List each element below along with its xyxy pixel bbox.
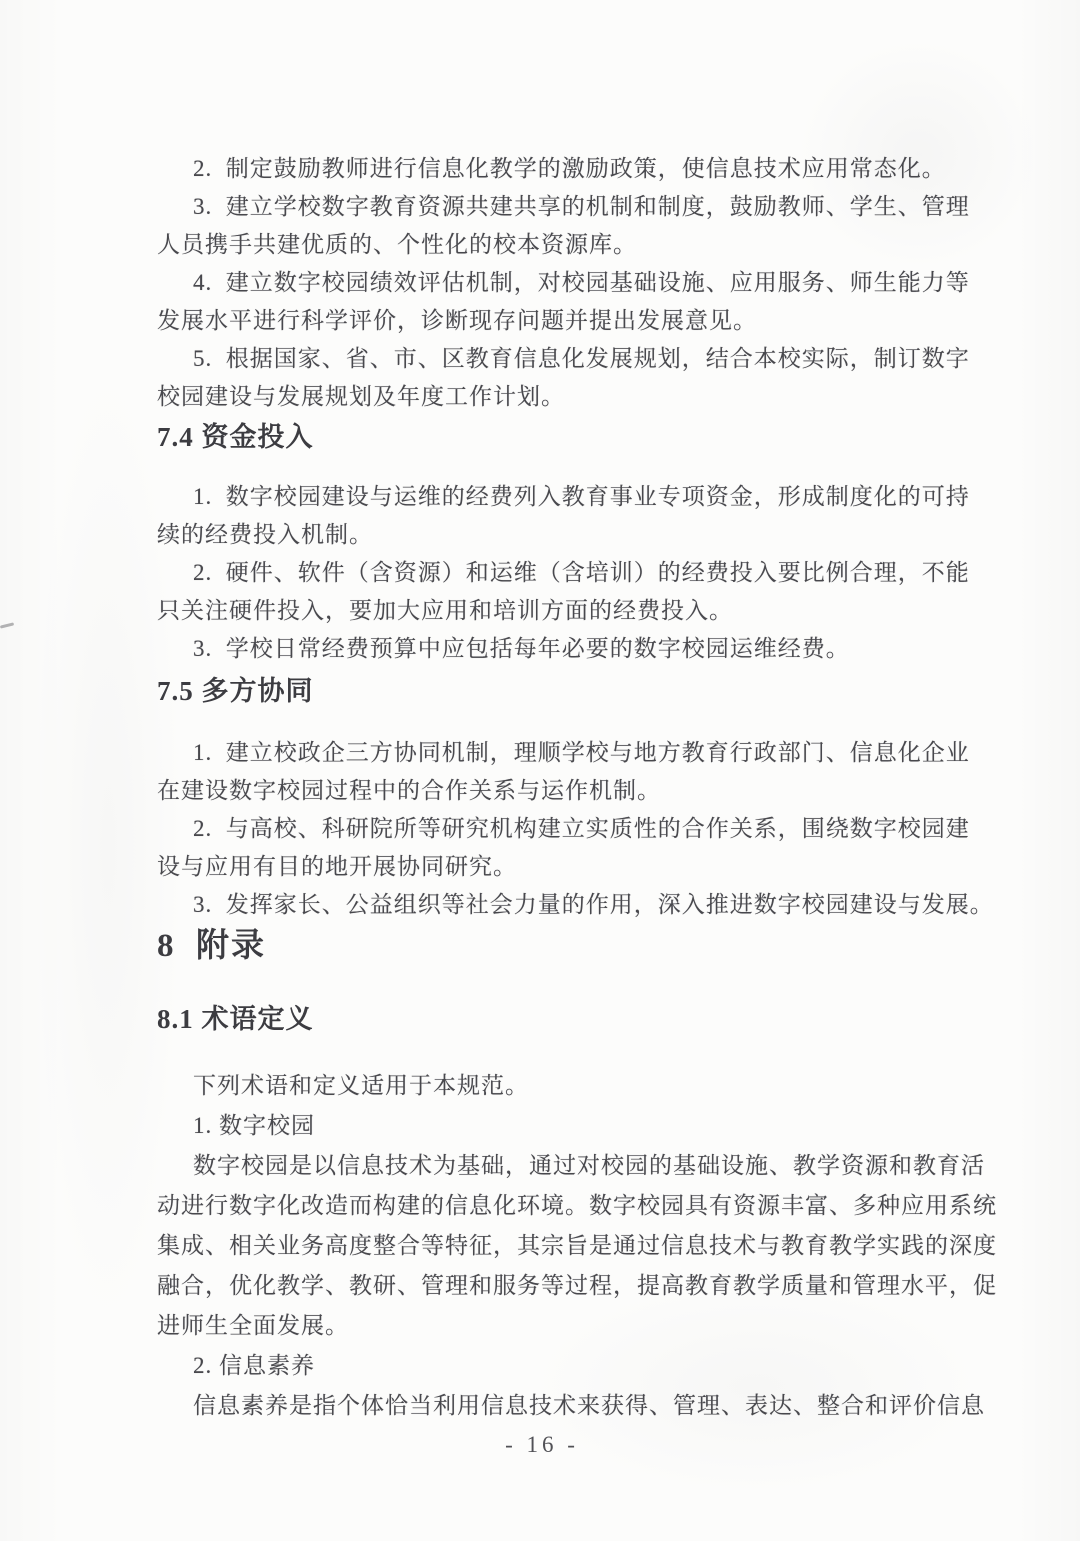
text-line: 1. 数字校园建设与运维的经费列入教育事业专项资金，形成制度化的可持 bbox=[193, 484, 970, 509]
text-line: 设与应用有目的地开展协同研究。 bbox=[157, 854, 517, 879]
page-number: - 16 - bbox=[505, 1432, 579, 1457]
text-line: 2. 信息素养 bbox=[193, 1353, 315, 1378]
text-line: 4. 建立数字校园绩效评估机制，对校园基础设施、应用服务、师生能力等 bbox=[193, 270, 970, 295]
text-line: 2. 与高校、科研院所等研究机构建立实质性的合作关系，围绕数字校园建 bbox=[193, 816, 970, 841]
text-line: 校园建设与发展规划及年度工作计划。 bbox=[157, 384, 565, 409]
text-line: 融合，优化教学、教研、管理和服务等过程，提高教育教学质量和管理水平，促 bbox=[157, 1273, 997, 1298]
text-line: 3. 发挥家长、公益组织等社会力量的作用，深入推进数字校园建设与发展。 bbox=[193, 892, 994, 917]
text-line: 5. 根据国家、省、市、区教育信息化发展规划，结合本校实际，制订数字 bbox=[193, 346, 970, 371]
text-line: 人员携手共建优质的、个性化的校本资源库。 bbox=[157, 232, 637, 257]
section-heading: 7.4 资金投入 bbox=[157, 422, 314, 452]
section-heading: 7.5 多方协同 bbox=[157, 676, 314, 706]
text-line: 3. 学校日常经费预算中应包括每年必要的数字校园运维经费。 bbox=[193, 636, 850, 661]
text-line: 数字校园是以信息技术为基础，通过对校园的基础设施、教学资源和教育活 bbox=[193, 1153, 985, 1178]
text-line: 集成、相关业务高度整合等特征，其宗旨是通过信息技术与教育教学实践的深度 bbox=[157, 1233, 997, 1258]
section-7-3-list-continued bbox=[157, 150, 970, 416]
text-line: 1. 数字校园 bbox=[193, 1113, 315, 1138]
text-line: 2. 硬件、软件（含资源）和运维（含培训）的经费投入要比例合理，不能 bbox=[193, 560, 970, 585]
text-line: 信息素养是指个体恰当利用信息技术来获得、管理、表达、整合和评价信息 bbox=[193, 1393, 985, 1418]
section-8-1-terms bbox=[157, 1002, 997, 1426]
text-line: 只关注硬件投入，要加大应用和培训方面的经费投入。 bbox=[157, 598, 733, 623]
text-line: 发展水平进行科学评价，诊断现存问题并提出发展意见。 bbox=[157, 308, 757, 333]
section-heading: 8.1 术语定义 bbox=[157, 1004, 314, 1034]
text-line: 在建设数字校园过程中的合作关系与运作机制。 bbox=[157, 778, 661, 803]
section-7-4-funding bbox=[157, 420, 970, 668]
text-line: 动进行数字化改造而构建的信息化环境。数字校园具有资源丰富、多种应用系统 bbox=[157, 1193, 997, 1218]
section-heading: 8 附录 bbox=[157, 928, 266, 964]
section-8-appendix bbox=[157, 926, 927, 966]
text-line: 下列术语和定义适用于本规范。 bbox=[193, 1073, 529, 1098]
section-7-5-collaboration bbox=[157, 674, 994, 924]
document-body bbox=[157, 150, 997, 1426]
text-line: 进师生全面发展。 bbox=[157, 1313, 349, 1338]
text-line: 2. 制定鼓励教师进行信息化教学的激励政策，使信息技术应用常态化。 bbox=[193, 156, 946, 181]
text-line: 3. 建立学校数字教育资源共建共享的机制和制度，鼓励教师、学生、管理 bbox=[193, 194, 970, 219]
scan-artifact-mark bbox=[0, 622, 14, 628]
text-line: 续的经费投入机制。 bbox=[157, 522, 373, 547]
text-line: 1. 建立校政企三方协同机制，理顺学校与地方教育行政部门、信息化企业 bbox=[193, 740, 970, 765]
